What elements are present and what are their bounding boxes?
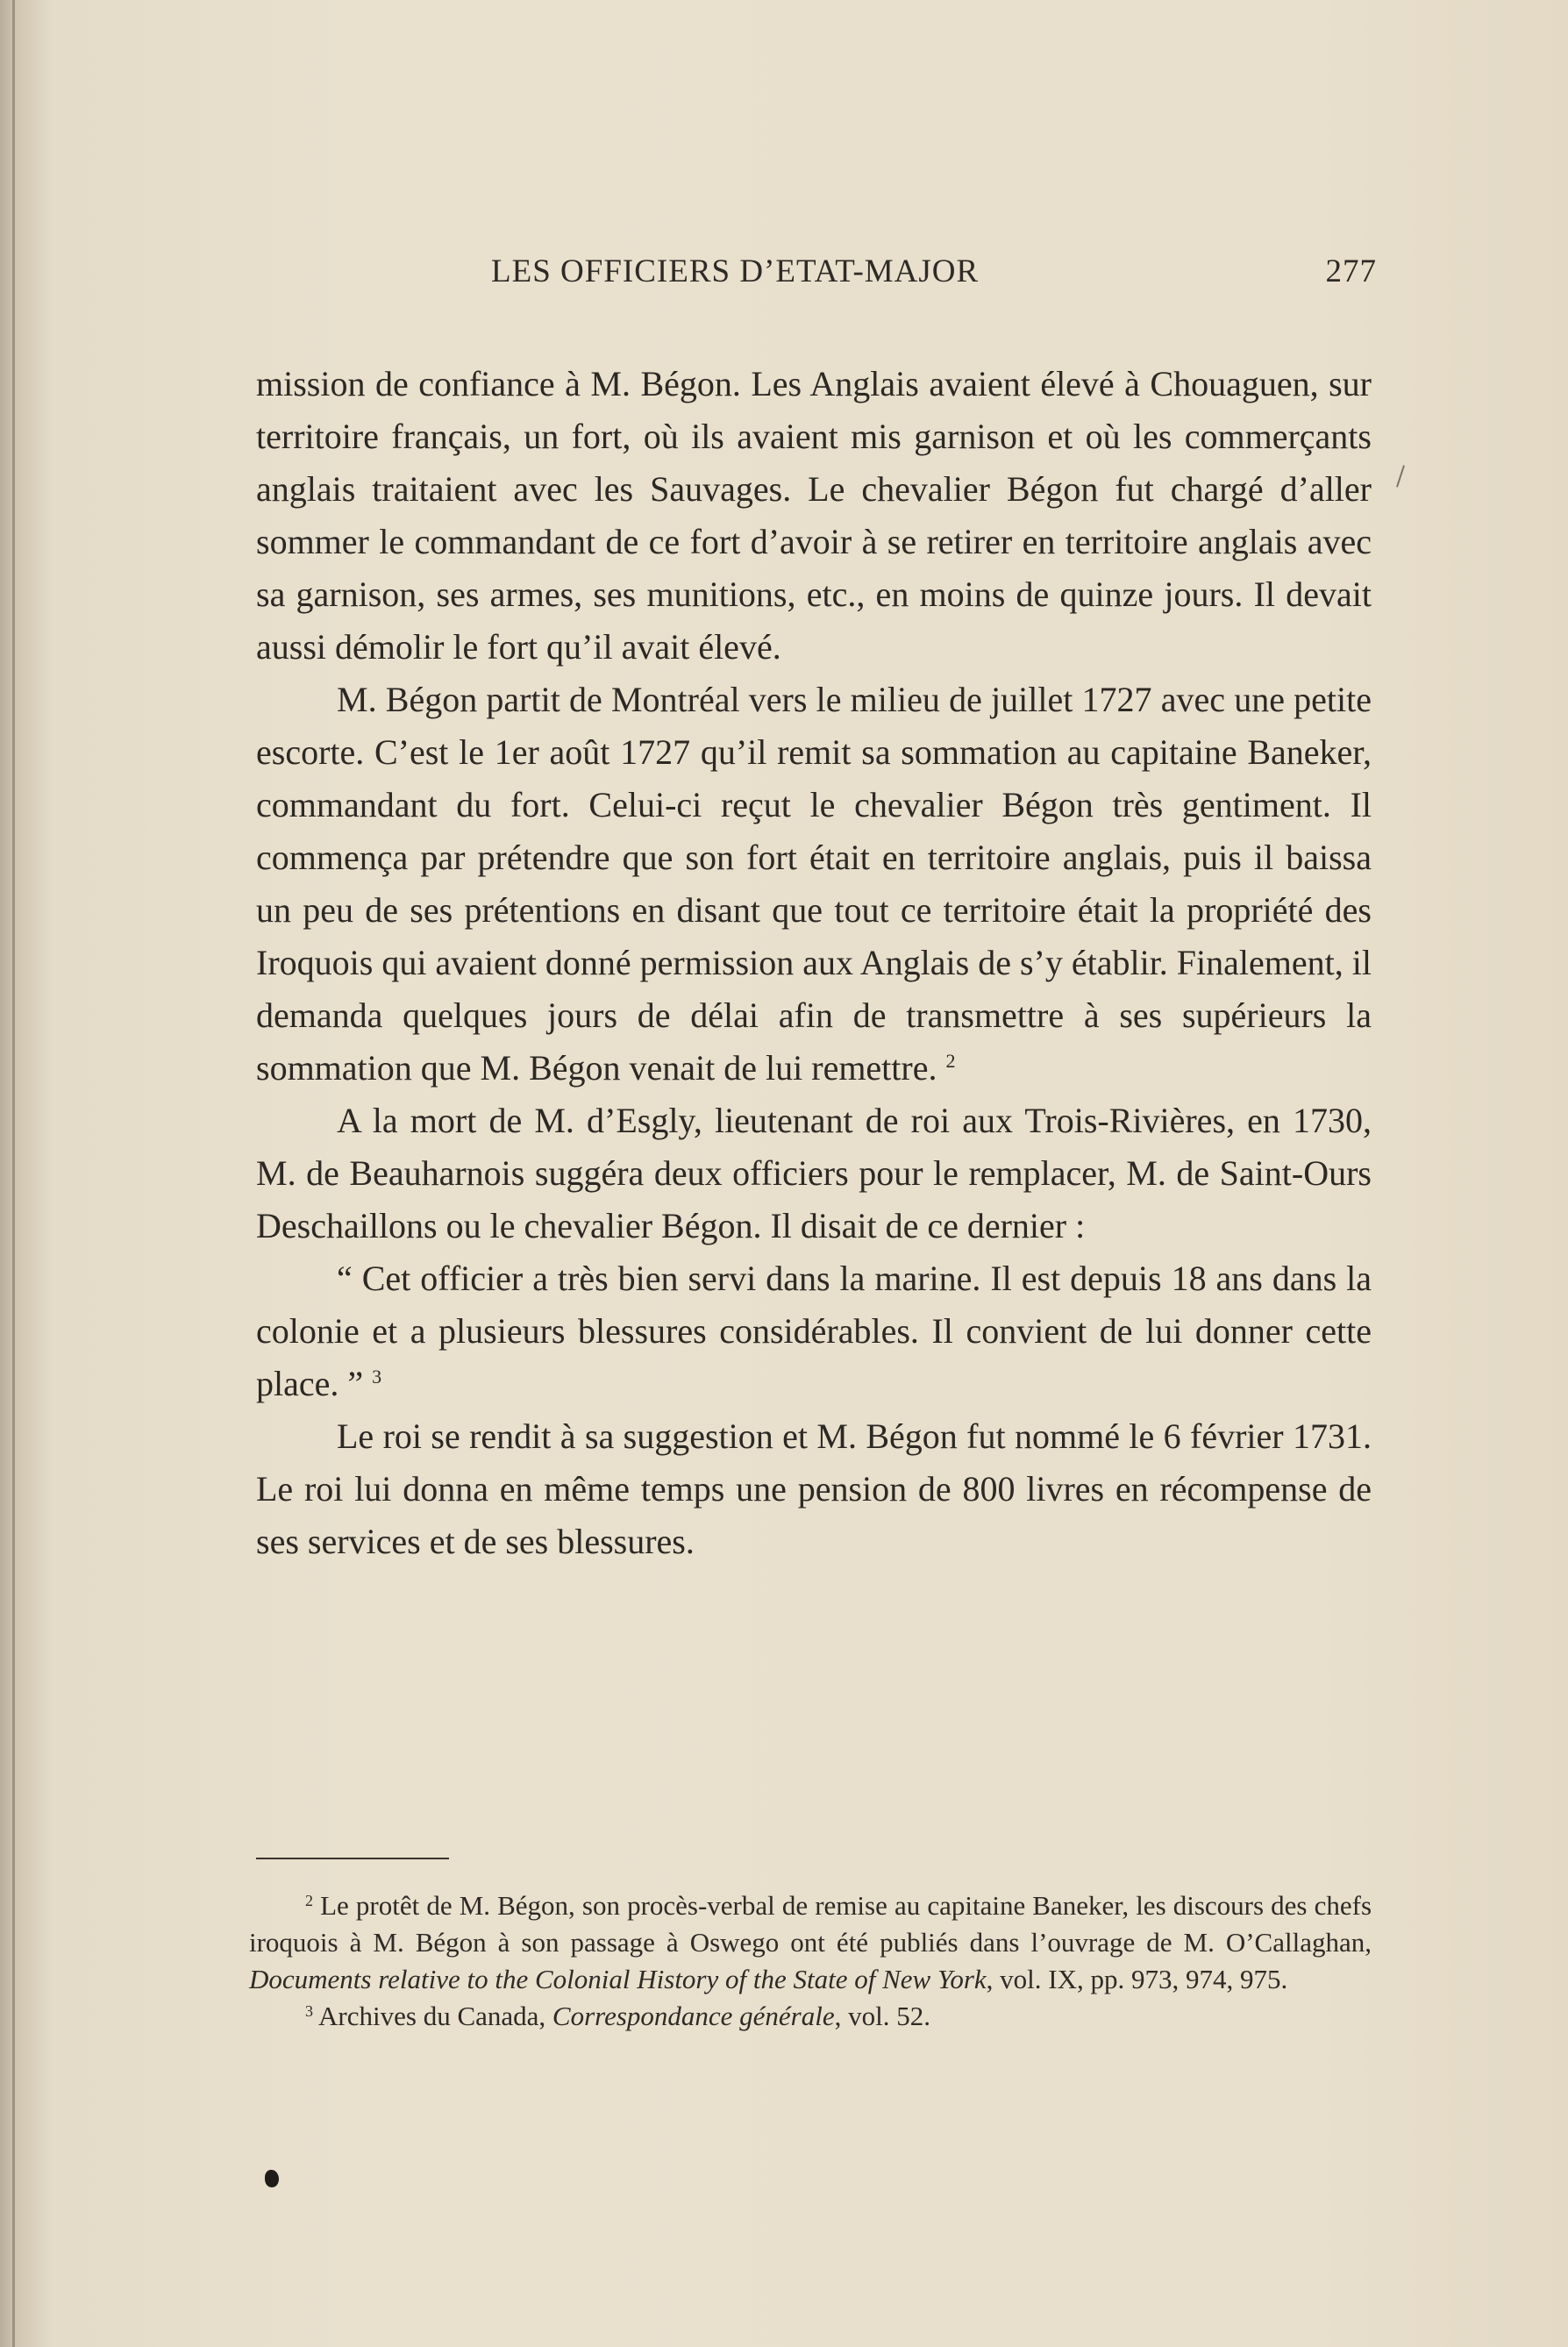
footnote-2-text: Le protêt de M. Bégon, son procès-verbal de remise au capitaine Baneker, les discours des chefs iroquois à M. Bégon à son passage à Oswego ont été publiés dans l’ouvrage de M. O’Callaghan,	[249, 1890, 1372, 1958]
paragraph-5-text: Le roi se rendit à sa suggestion et M. Bégon fut nommé le 6 février 1731. Le roi lui donna en même temps une pension de 800 livres en récompense de ses services et de ses blessures.	[256, 1416, 1372, 1561]
footnote-3-citation: , vol. 52.	[834, 2001, 930, 2031]
margin-mark	[1396, 465, 1405, 487]
ink-spot	[265, 2170, 279, 2187]
page-header	[491, 253, 1377, 296]
paragraph-2-text: M. Bégon partit de Montréal vers le milieu de juillet 1727 avec une petite escorte. C’est le 1er août 1727 qu’il remit sa sommation au capitaine Baneker, commandant du fort. Celui-ci reçut le chevalier Bégon très gentiment. Il commença par prétendre que son fort était en territoire anglais, puis il baissa un peu de ses prétentions en disant que tout ce territoire était la propriété des Iroquois qui avaient donné permission aux Anglais de s’y établir. Finalement, il demanda quelques jours de délai afin de transmettre à ses supérieurs la sommation que M. Bégon venait de lui remettre.	[256, 680, 1372, 1088]
body-text	[256, 358, 1372, 1568]
footnote-2-title: Documents relative to the Colonial History of the State of New York	[249, 1964, 987, 1994]
footnote-2-citation: , vol. IX, pp. 973, 974, 975.	[986, 1964, 1288, 1994]
footnote-ref-2: 2	[945, 1050, 956, 1072]
footnote-3-text: Archives du Canada,	[318, 2001, 552, 2031]
paragraph-1	[256, 358, 1372, 674]
binding-gutter	[12, 0, 15, 2347]
paragraph-3	[256, 1095, 1372, 1252]
paragraph-3-text: A la mort de M. d’Esgly, lieutenant de roi aux Trois-Rivières, en 1730, M. de Beauharnois suggéra deux officiers pour le remplacer, M. de Saint-Ours Deschaillons ou le chevalier Bégon. Il disait de ce dernier :	[256, 1101, 1372, 1245]
paragraph-1-text: mission de confiance à M. Bégon. Les Anglais avaient élevé à Chouaguen, sur territoire français, un fort, où ils avaient mis garnison et où les commerçants anglais traitaient avec les Sauvages. Le chevalier Bégon fut chargé d’aller sommer le commandant de ce fort d’avoir à se retirer en territoire anglais avec sa garnison, ses armes, ses munitions, etc., en moins de quinze jours. Il devait aussi démolir le fort qu’il avait élevé.	[256, 364, 1372, 667]
footnote-2	[249, 1887, 1372, 1998]
footnote-3-title: Correspondance générale	[552, 2001, 835, 2031]
footnote-3-marker: 3	[305, 2002, 313, 2020]
footnotes	[249, 1887, 1372, 2035]
footnote-divider	[256, 1858, 449, 1859]
paragraph-2	[256, 674, 1372, 1095]
quotation	[256, 1252, 1372, 1410]
footnote-3	[249, 1998, 1372, 2035]
page-number: 277	[1325, 253, 1377, 289]
footnote-2-marker: 2	[305, 1892, 313, 1909]
quotation-text: “ Cet officier a très bien servi dans la marine. Il est depuis 18 ans dans la colonie et a plusieurs blessures considérables. Il convient de lui donner cette place. ”	[256, 1259, 1372, 1403]
paragraph-5	[256, 1410, 1372, 1568]
running-title: LES OFFICIERS D’ETAT-MAJOR	[491, 253, 980, 289]
footnote-ref-3: 3	[372, 1366, 382, 1388]
